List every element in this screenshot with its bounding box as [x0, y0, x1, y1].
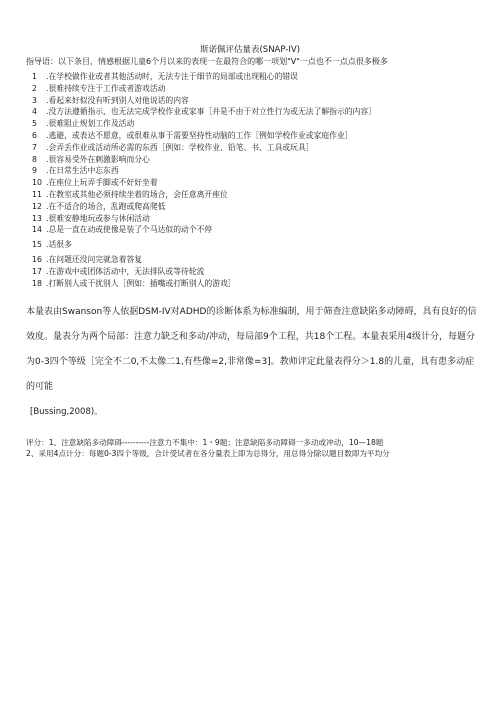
item-number: 2: [32, 83, 37, 93]
list-item: [32, 213, 472, 225]
list-item: [32, 71, 472, 83]
item-text: .在问题还没问完就急着答复: [46, 254, 143, 264]
item-text: .在学校做作业或者其他活动时，无法专注于细节的局部或出现粗心的错误: [46, 72, 298, 81]
item-text: .在游戏中或团体活动中，无法排队或等待轮流: [46, 266, 205, 276]
item-text: .话很多: [46, 240, 72, 250]
list-item: [32, 165, 472, 177]
list-item: [32, 177, 472, 189]
item-text: .在教室或其他必须持续坐着的场合，会任意离开座位: [46, 189, 228, 199]
item-text: .看起来好似没有听到别人对他说话的内容: [46, 95, 189, 105]
list-item: [32, 106, 472, 118]
item-number: 4: [32, 107, 37, 117]
list-item: [32, 266, 472, 278]
item-list: [32, 71, 472, 289]
scoring-notes: [26, 437, 478, 459]
item-number: 16: [32, 254, 42, 264]
item-text: .很难安静地玩或参与休闲活动: [46, 213, 150, 223]
list-item: [32, 95, 472, 107]
item-text: .很容易受外在刺激影响而分心: [46, 154, 150, 164]
item-text: .在座位上玩弄手脚或不好好坐着: [46, 178, 158, 188]
item-number: 17: [32, 266, 42, 276]
list-item: [32, 142, 472, 154]
instruction-text: 指导语：以下条目，情感根据儿童6个月以来的表现一在最符合的哪一项划"V"一点也不一点点很多极多: [26, 57, 388, 66]
list-item: [32, 201, 472, 213]
scoring-note-1: 评分：1、注意缺陷多动障碍----------注意力不集中：1・9题；注意缺陷多动障碍一多动或冲动，10—18题: [26, 438, 384, 447]
item-number: 11: [32, 189, 42, 199]
list-item: [32, 154, 472, 166]
list-item: [32, 83, 472, 95]
item-number: 15: [32, 240, 42, 250]
document-title: 斯诺佩评估量表(SNAP-IV): [199, 45, 301, 55]
item-text: .没方法遵循指示，也无法完成学校作业或家事［并是不由于对立性行为或无法了解指示的内容］: [46, 107, 376, 117]
item-number: 13: [32, 213, 42, 223]
list-item: [32, 118, 472, 130]
item-text: .会弄丢作业或活动所必需的东西［例如：学校作业、铅笔、书、工具或玩具］: [46, 142, 314, 152]
list-item: [32, 130, 472, 142]
item-text: .在不适合的场合，乱跑或爬高爬低: [46, 201, 166, 211]
scoring-note-2: 2、采用4点计分：每题0-3四个等级，合计受试者在各分量表上即为总得分，用总得分除以题目数即为平均分: [26, 449, 390, 458]
item-text: .很难持续专注于工作或者游戏活动: [46, 83, 166, 93]
item-number: 6: [32, 130, 37, 140]
item-text: .总是一直在动或使像是装了个马达似的动个不停: [46, 225, 213, 235]
item-number: 12: [32, 201, 42, 211]
item-number: 3: [32, 95, 37, 105]
item-text: .逃避，或表达不愿意，或很难从事于需要坚持性动脑的工作［例如学校作业或家庭作业］: [46, 130, 353, 140]
item-text: .很难阻止规划工作及活动: [46, 119, 135, 129]
item-number: 10: [32, 178, 42, 188]
item-text: .打断别人或干扰别人［例如：插嘴或打断别人的游戏］: [46, 278, 236, 288]
list-item: [32, 189, 472, 201]
item-number: 9: [32, 166, 37, 176]
item-number: 14: [32, 225, 42, 235]
item-number: 18: [32, 278, 42, 288]
list-item: [32, 239, 472, 251]
item-number: 7: [32, 142, 37, 152]
list-item: [32, 254, 472, 266]
item-number: 8: [32, 154, 37, 164]
item-number: 5: [32, 119, 37, 129]
citation: [Bussing,2008)。: [30, 407, 103, 417]
item-text: .在日常生活中忘东西: [46, 166, 119, 176]
list-item: [32, 278, 472, 290]
item-number: 1: [32, 72, 37, 81]
list-item: [32, 224, 472, 236]
description-paragraph: 本量表由Swanson等人依据DSM-IV对ADHD的诊断体系为标准编制，用于筛查注意缺陷多动障碍，具有良好的信效度。量表分为两个局部：注意力缺乏和多动/冲动，每局部9个工程，共18个工程。本量表采用4级计分，每题分为0-3四个等级［完全不二0,不太像二1,有些像=2,非常像=3]。教师评定此量表得分＞1.8的儿童，具有患多动症的可能: [26, 307, 477, 392]
